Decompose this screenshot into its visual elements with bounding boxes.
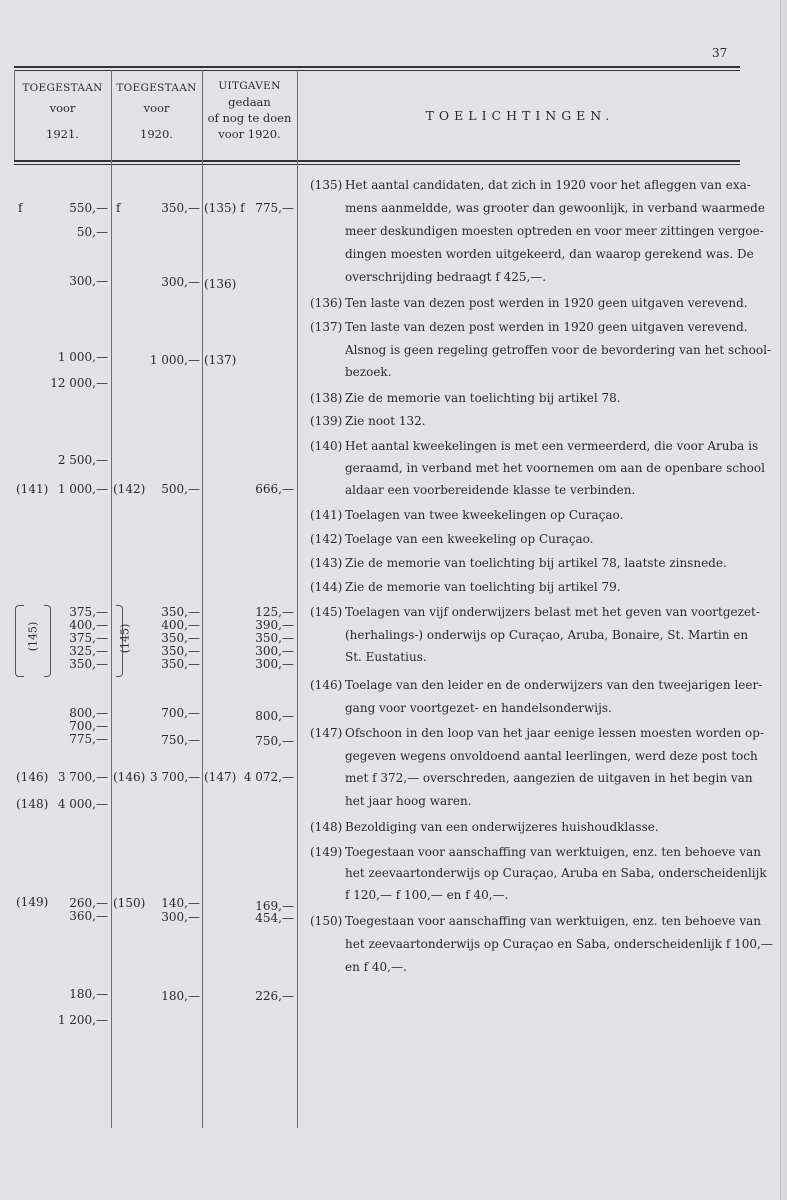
amount-c1: 1 000,— xyxy=(57,350,108,364)
note-line: St. Eustatius. xyxy=(345,650,427,664)
note-line: (herhalings-) onderwijs op Curaçao, Aruba, Bonaire, St. Martin en xyxy=(345,628,749,642)
amount-ref3: (147) xyxy=(204,770,237,784)
col-separator-3 xyxy=(202,70,203,1128)
col-separator-4 xyxy=(297,70,298,1128)
amount-ref3: (136) xyxy=(204,277,237,291)
top-rule xyxy=(14,66,740,68)
amount-c3: 750,— xyxy=(255,734,294,748)
amount-ref2: (146) xyxy=(113,770,146,784)
amount-c1: 1 200,— xyxy=(57,1013,108,1027)
amount-c2: 750,— xyxy=(161,733,200,747)
header-col1-title: TOEGESTAAN xyxy=(22,82,103,94)
note-line: het zeevaartonderwijs op Curaçao en Saba, onderscheidenlijk f 100,— xyxy=(345,937,773,951)
note-line: Ten laste van dezen post werden in 1920 geen uitgaven verevend. xyxy=(345,320,748,334)
brace-left-col1 xyxy=(15,605,24,677)
header-col2-line3: 1920. xyxy=(140,127,173,141)
amount-c3: 169,— xyxy=(255,899,294,913)
note-ref: (147) xyxy=(310,726,343,740)
amount-c2: 400,— xyxy=(161,618,200,632)
amount-c3: 775,— xyxy=(255,201,294,215)
amount-c1: 4 000,— xyxy=(57,797,108,811)
amount-c2: 3 700,— xyxy=(150,770,201,784)
note-ref: (139) xyxy=(310,414,343,428)
amount-c3: 800,— xyxy=(255,709,294,723)
header-col2-title: TOEGESTAAN xyxy=(116,82,197,94)
amount-c1: 1 000,— xyxy=(57,482,108,496)
note-line: Het aantal kweekelingen is met een vermeerderd, die voor Aruba is xyxy=(345,439,759,453)
amount-c1: 550,— xyxy=(69,201,108,215)
amount-c1: 800,— xyxy=(69,706,108,720)
amount-c1: 775,— xyxy=(69,732,108,746)
amount-c3: 454,— xyxy=(255,911,294,925)
amount-c1: 3 700,— xyxy=(57,770,108,784)
amount-c2: 300,— xyxy=(161,910,200,924)
amount-c2: 350,— xyxy=(161,631,200,645)
note-ref: (140) xyxy=(310,439,343,453)
amount-ref2: (150) xyxy=(113,896,146,910)
note-line: Toelagen van twee kweekelingen op Curaçao. xyxy=(345,508,624,522)
note-line: Zie de memorie van toelichting bij artikel 78, laatste zinsnede. xyxy=(345,556,727,570)
amount-c2: 700,— xyxy=(161,706,200,720)
note-line: Ofschoon in den loop van het jaar eenige lessen moesten worden op- xyxy=(345,726,765,740)
amount-ref1: (148) xyxy=(16,797,49,811)
header-col3 xyxy=(202,78,297,142)
amount-c1: 12 000,— xyxy=(50,376,108,390)
top-rule-thin xyxy=(14,70,740,71)
col-separator-2 xyxy=(111,70,112,1128)
note-ref: (135) xyxy=(310,178,343,192)
amount-c2: 180,— xyxy=(161,989,200,1003)
amount-c3: 226,— xyxy=(255,989,294,1003)
note-line: Zie de memorie van toelichting bij artikel 78. xyxy=(345,391,621,405)
amount-c1: 400,— xyxy=(69,618,108,632)
note-ref: (136) xyxy=(310,296,343,310)
group-ref-col1: (145) xyxy=(26,621,40,652)
note-ref: (138) xyxy=(310,391,343,405)
amount-c1: 2 500,— xyxy=(57,453,108,467)
amount-c3: 300,— xyxy=(255,644,294,658)
amount-ref3: (135) f xyxy=(204,201,245,215)
note-line: het jaar hoog waren. xyxy=(345,794,472,808)
header-col1-line3: 1921. xyxy=(46,127,79,141)
note-line: Zie de memorie van toelichting bij artikel 79. xyxy=(345,580,621,594)
amount-c1: 325,— xyxy=(69,644,108,658)
header-col2-line2: voor xyxy=(143,101,170,115)
amount-c3: 390,— xyxy=(255,618,294,632)
note-line: gegeven wegens onvoldoend aantal leerlingen, werd deze post toch xyxy=(345,749,758,763)
note-ref: (143) xyxy=(310,556,343,570)
note-line: Het aantal candidaten, dat zich in 1920 voor het afleggen van exa- xyxy=(345,178,751,192)
note-line: Toegestaan voor aanschaffing van werktuigen, enz. ten behoeve van xyxy=(345,845,762,859)
note-line: met f 372,— overschreden, aangezien de uitgaven in het begin van xyxy=(345,771,753,785)
header-col3-line3: of nog te doen xyxy=(207,111,292,125)
amount-c2: 1 000,— xyxy=(149,353,200,367)
note-ref: (149) xyxy=(310,845,343,859)
note-line: Bezoldiging van een onderwijzeres huishoudklasse. xyxy=(345,820,659,834)
header-toelichtingen: TOELICHTINGEN. xyxy=(425,108,615,123)
header-col3-line4: voor 1920. xyxy=(218,127,281,141)
note-ref: (145) xyxy=(310,605,343,619)
amount-f2: f xyxy=(116,201,121,215)
page-number: 37 xyxy=(712,46,728,60)
amount-c2: 140,— xyxy=(161,896,200,910)
note-line: bezoek. xyxy=(345,365,392,379)
amount-ref2: (142) xyxy=(113,482,146,496)
note-ref: (144) xyxy=(310,580,343,594)
note-line: Ten laste van dezen post werden in 1920 geen uitgaven verevend. xyxy=(345,296,748,310)
amount-c2: 500,— xyxy=(161,482,200,496)
amount-c1: 375,— xyxy=(69,631,108,645)
note-line: Alsnog is geen regeling getroffen voor de bevordering van het school- xyxy=(345,343,771,357)
amount-ref1: (146) xyxy=(16,770,49,784)
note-line: Zie noot 132. xyxy=(345,414,426,428)
amount-c2: 350,— xyxy=(161,657,200,671)
note-line: dingen moesten worden uitgekeerd, dan waarop gerekend was. De xyxy=(345,247,754,261)
amount-c3: 666,— xyxy=(255,482,294,496)
amount-f1: f xyxy=(18,201,23,215)
header-col1 xyxy=(14,80,111,142)
note-ref: (146) xyxy=(310,678,343,692)
amount-c1: 350,— xyxy=(69,657,108,671)
note-line: gang voor voortgezet- en handelsonderwijs. xyxy=(345,701,612,715)
note-line: mens aanmeldde, was grooter dan gewoonlijk, in verband waarmede xyxy=(345,201,765,215)
amount-ref1: (149) xyxy=(16,895,49,909)
amount-c1: 360,— xyxy=(69,909,108,923)
amount-c2: 350,— xyxy=(161,644,200,658)
amount-c1: 375,— xyxy=(69,605,108,619)
note-line: Toelage van een kweekeling op Curaçao. xyxy=(345,532,594,546)
note-line: Toegestaan voor aanschaffing van werktuigen, enz. ten behoeve van xyxy=(345,914,762,928)
header-rule-thin xyxy=(14,164,740,165)
note-line: aldaar een voorbereidende klasse te verbinden. xyxy=(345,483,636,497)
note-line: meer deskundigen moesten optreden en voor meer zittingen vergoe- xyxy=(345,224,764,238)
amount-c2: 300,— xyxy=(161,275,200,289)
amount-c1: 180,— xyxy=(69,987,108,1001)
amount-c3: 4 072,— xyxy=(243,770,294,784)
group-ref-col2: (145) xyxy=(118,623,132,654)
note-line: Toelagen van vijf onderwijzers belast met het geven van voortgezet- xyxy=(345,605,760,619)
amount-c1: 300,— xyxy=(69,274,108,288)
amount-ref1: (141) xyxy=(16,482,49,496)
note-ref: (150) xyxy=(310,914,343,928)
amount-c2: 350,— xyxy=(161,201,200,215)
note-line: Toelage van den leider en de onderwijzers van den tweejarigen leer- xyxy=(345,678,763,692)
amount-c1: 260,— xyxy=(69,896,108,910)
header-col2 xyxy=(111,80,202,142)
amount-c1: 50,— xyxy=(76,225,108,239)
note-line: f 120,— f 100,— en f 40,—. xyxy=(345,888,509,902)
amount-c2: 350,— xyxy=(161,605,200,619)
amount-ref3: (137) xyxy=(204,353,237,367)
header-rule xyxy=(14,160,740,162)
note-ref: (142) xyxy=(310,532,343,546)
amount-c3: 300,— xyxy=(255,657,294,671)
note-line: overschrijding bedraagt f 425,—. xyxy=(345,270,547,284)
note-line: en f 40,—. xyxy=(345,960,407,974)
note-line: het zeevaartonderwijs op Curaçao, Aruba en Saba, onderscheidenlijk xyxy=(345,866,767,880)
note-ref: (137) xyxy=(310,320,343,334)
note-ref: (141) xyxy=(310,508,343,522)
amount-c3: 125,— xyxy=(255,605,294,619)
note-line: geraamd, in verband met het voornemen om aan de openbare school xyxy=(345,461,765,475)
amount-c1: 700,— xyxy=(69,719,108,733)
header-col3-title: UITGAVEN xyxy=(218,80,281,92)
note-ref: (148) xyxy=(310,820,343,834)
header-col1-line2: voor xyxy=(49,101,76,115)
amount-c3: 350,— xyxy=(255,631,294,645)
header-col3-line2: gedaan xyxy=(228,95,271,109)
